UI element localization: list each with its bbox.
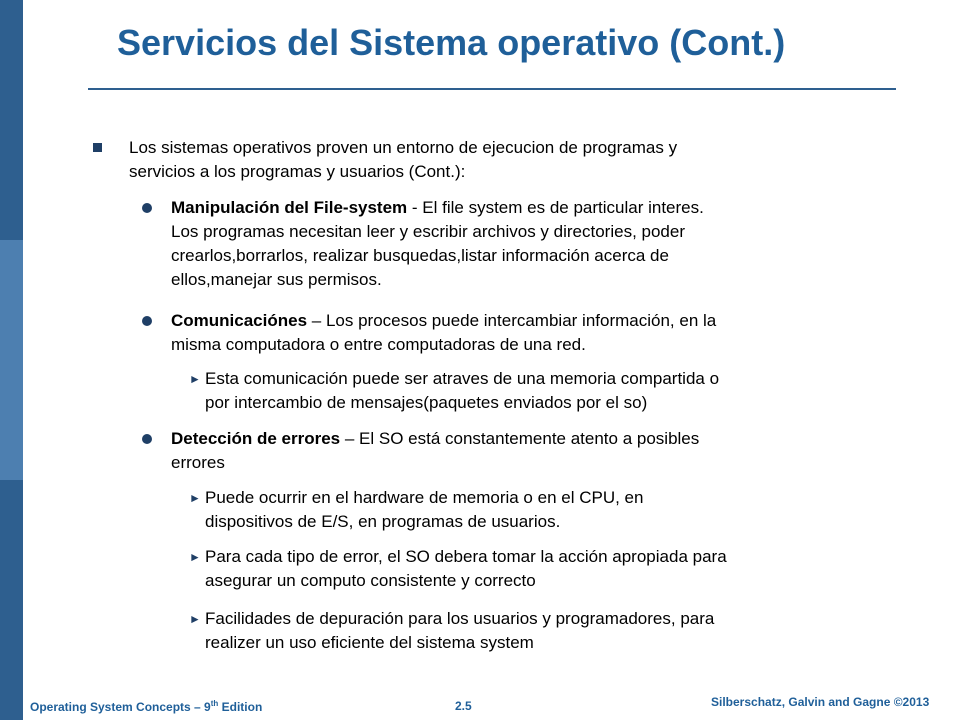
item-heading: Manipulación del File-system <box>171 198 408 217</box>
title-underline <box>88 88 896 90</box>
item-text: El file system es de particular interes. <box>422 198 704 217</box>
footer-edition-text: Edition <box>218 700 263 714</box>
bullet-level1 <box>129 136 677 184</box>
sub-text: Puede ocurrir en el hardware de memoria o en el CPU, en <box>205 488 644 507</box>
round-bullet-icon <box>142 203 152 213</box>
intro-line2: servicios a los programas y usuarios (Cont.): <box>129 162 466 181</box>
footer-authors: Silberschatz, Galvin and Gagne ©2013 <box>711 695 930 709</box>
round-bullet-icon <box>142 316 152 326</box>
bullet-comunicaciones <box>171 309 716 357</box>
sub-text: Facilidades de depuración para los usuarios y programadores, para <box>205 609 715 628</box>
intro-line1: Los sistemas operativos proven un entorno de ejecucion de programas y <box>129 138 678 157</box>
item-text: misma computadora o entre computadoras de una red. <box>171 335 586 354</box>
slide-title: Servicios del Sistema operativo (Cont.) <box>117 22 786 63</box>
footer-edition-sup: th <box>210 699 219 708</box>
sub-bullet <box>189 607 715 655</box>
page-number: 2.5 <box>455 699 472 713</box>
item-text: Los programas necesitan leer y escribir archivos y directories, poder <box>171 222 686 241</box>
sub-text: asegurar un computo consistente y correcto <box>205 571 536 590</box>
footer-book-title <box>30 699 262 714</box>
item-heading: Detección de errores <box>171 429 341 448</box>
footer-book-title-text: Operating System Concepts – 9 <box>30 700 211 714</box>
item-text: crearlos,borrarlos, realizar busquedas,listar información acerca de <box>171 246 669 265</box>
left-decorative-bar <box>0 0 23 720</box>
left-bar-segment <box>0 480 23 720</box>
sub-bullet <box>189 486 644 534</box>
triangle-bullet-icon: ► <box>189 491 201 505</box>
sub-text: Esta comunicación puede ser atraves de una memoria compartida o <box>205 369 720 388</box>
sub-text: por intercambio de mensajes(paquetes enviados por el so) <box>205 393 648 412</box>
sub-text: Para cada tipo de error, el SO debera tomar la acción apropiada para <box>205 547 727 566</box>
item-separator: – <box>340 429 360 448</box>
triangle-bullet-icon: ► <box>189 372 201 386</box>
item-text: ellos,manejar sus permisos. <box>171 270 382 289</box>
bullet-file-system <box>171 196 704 292</box>
item-text: El SO está constantemente atento a posibles <box>359 429 700 448</box>
triangle-bullet-icon: ► <box>189 612 201 626</box>
sub-text: dispositivos de E/S, en programas de usuarios. <box>205 512 561 531</box>
left-bar-segment <box>0 240 23 480</box>
left-bar-segment <box>0 0 23 240</box>
item-text: Los procesos puede intercambiar información, en la <box>325 311 717 330</box>
triangle-bullet-icon: ► <box>189 550 201 564</box>
item-heading: Comunicaciónes <box>171 311 308 330</box>
sub-bullet <box>189 367 720 415</box>
bullet-deteccion-errores <box>171 427 699 475</box>
square-bullet-icon <box>93 143 102 152</box>
sub-text: realizer un uso eficiente del sistema system <box>205 633 534 652</box>
item-separator: – <box>307 311 326 330</box>
item-text: errores <box>171 453 225 472</box>
sub-bullet <box>189 545 727 593</box>
round-bullet-icon <box>142 434 152 444</box>
item-separator: - <box>407 198 423 217</box>
